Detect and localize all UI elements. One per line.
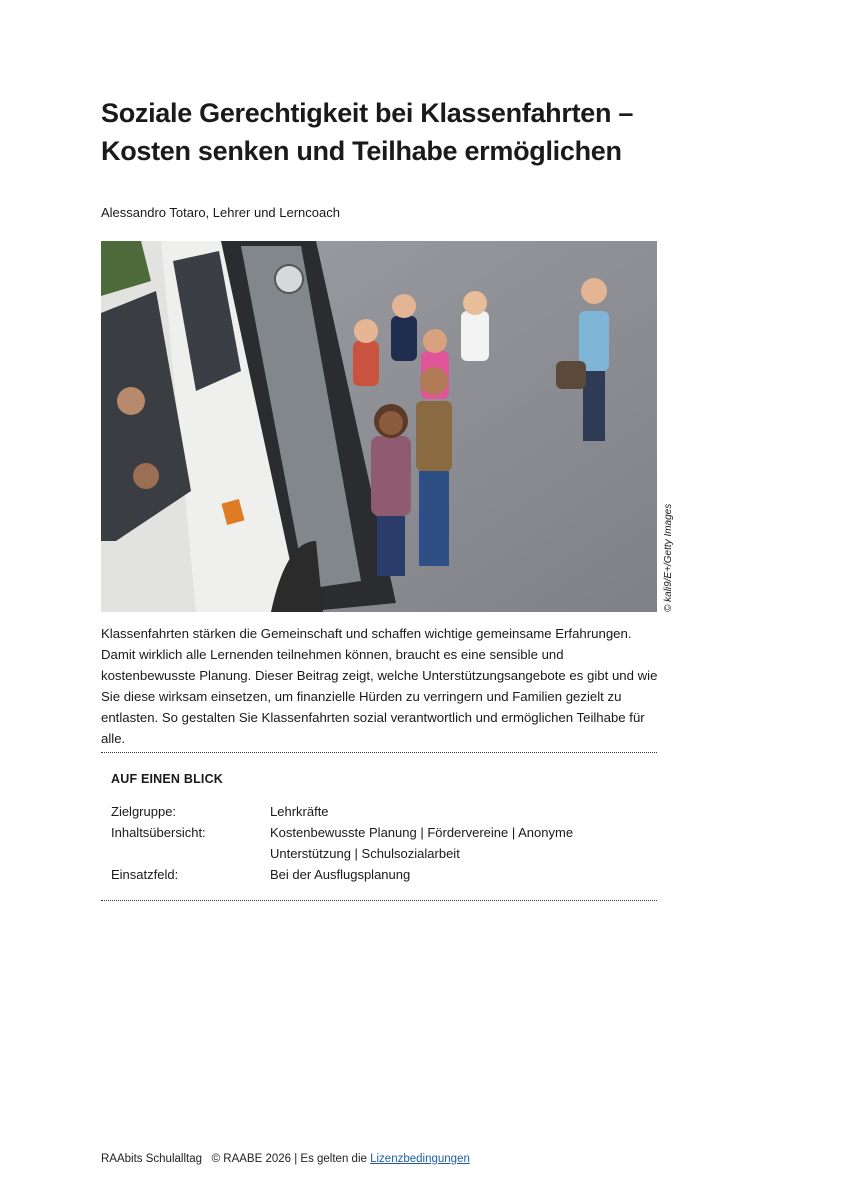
glance-label: Inhaltsübersicht: <box>111 825 206 840</box>
author-line: Alessandro Totaro, Lehrer und Lerncoach <box>101 205 340 220</box>
footer-copyright: © RAABE 2026 | Es gelten die <box>211 1153 367 1165</box>
at-a-glance-title: AUF EINEN BLICK <box>111 772 224 786</box>
page-footer <box>101 1151 470 1167</box>
glance-value: Lehrkräfte <box>270 804 329 819</box>
footer-brand: RAAbits Schulalltag <box>101 1153 202 1165</box>
glance-label: Einsatzfeld: <box>111 867 179 882</box>
at-a-glance-box <box>101 752 657 901</box>
license-link[interactable]: Lizenzbedingungen <box>370 1153 470 1165</box>
document-title: Soziale Gerechtigkeit bei Klassenfahrten – Kosten senken und Teilhabe ermöglichen <box>101 98 634 166</box>
intro-paragraph: Klassenfahrten stärken die Gemeinschaft und schaffen wichtige gemeinsame Erfahrungen. Damit wirklich alle Lernenden teilnehmen können, braucht es eine sensible und kostenbewusste Planung. Dieser Beitrag zeigt, welche Unterstützungsangebote es gibt und wie Sie diese wirksam einsetzen, um finanzielle Hürden zu verringern und Familien gezielt zu entlasten. So gestalten Sie Klassenfahrten sozial verantwortlich und ermöglichen Teilhabe für alle. <box>101 626 658 746</box>
photo-schoolchildren-bus <box>101 241 657 612</box>
glance-value: Bei der Ausflugsplanung <box>270 867 411 882</box>
image-credit: © kali9/E+/Getty Images <box>663 503 674 612</box>
glance-value: Kostenbewusste Planung | Fördervereine | Anonyme Unterstützung | Schulsozialarbeit <box>270 825 574 861</box>
glance-label: Zielgruppe: <box>111 804 177 819</box>
